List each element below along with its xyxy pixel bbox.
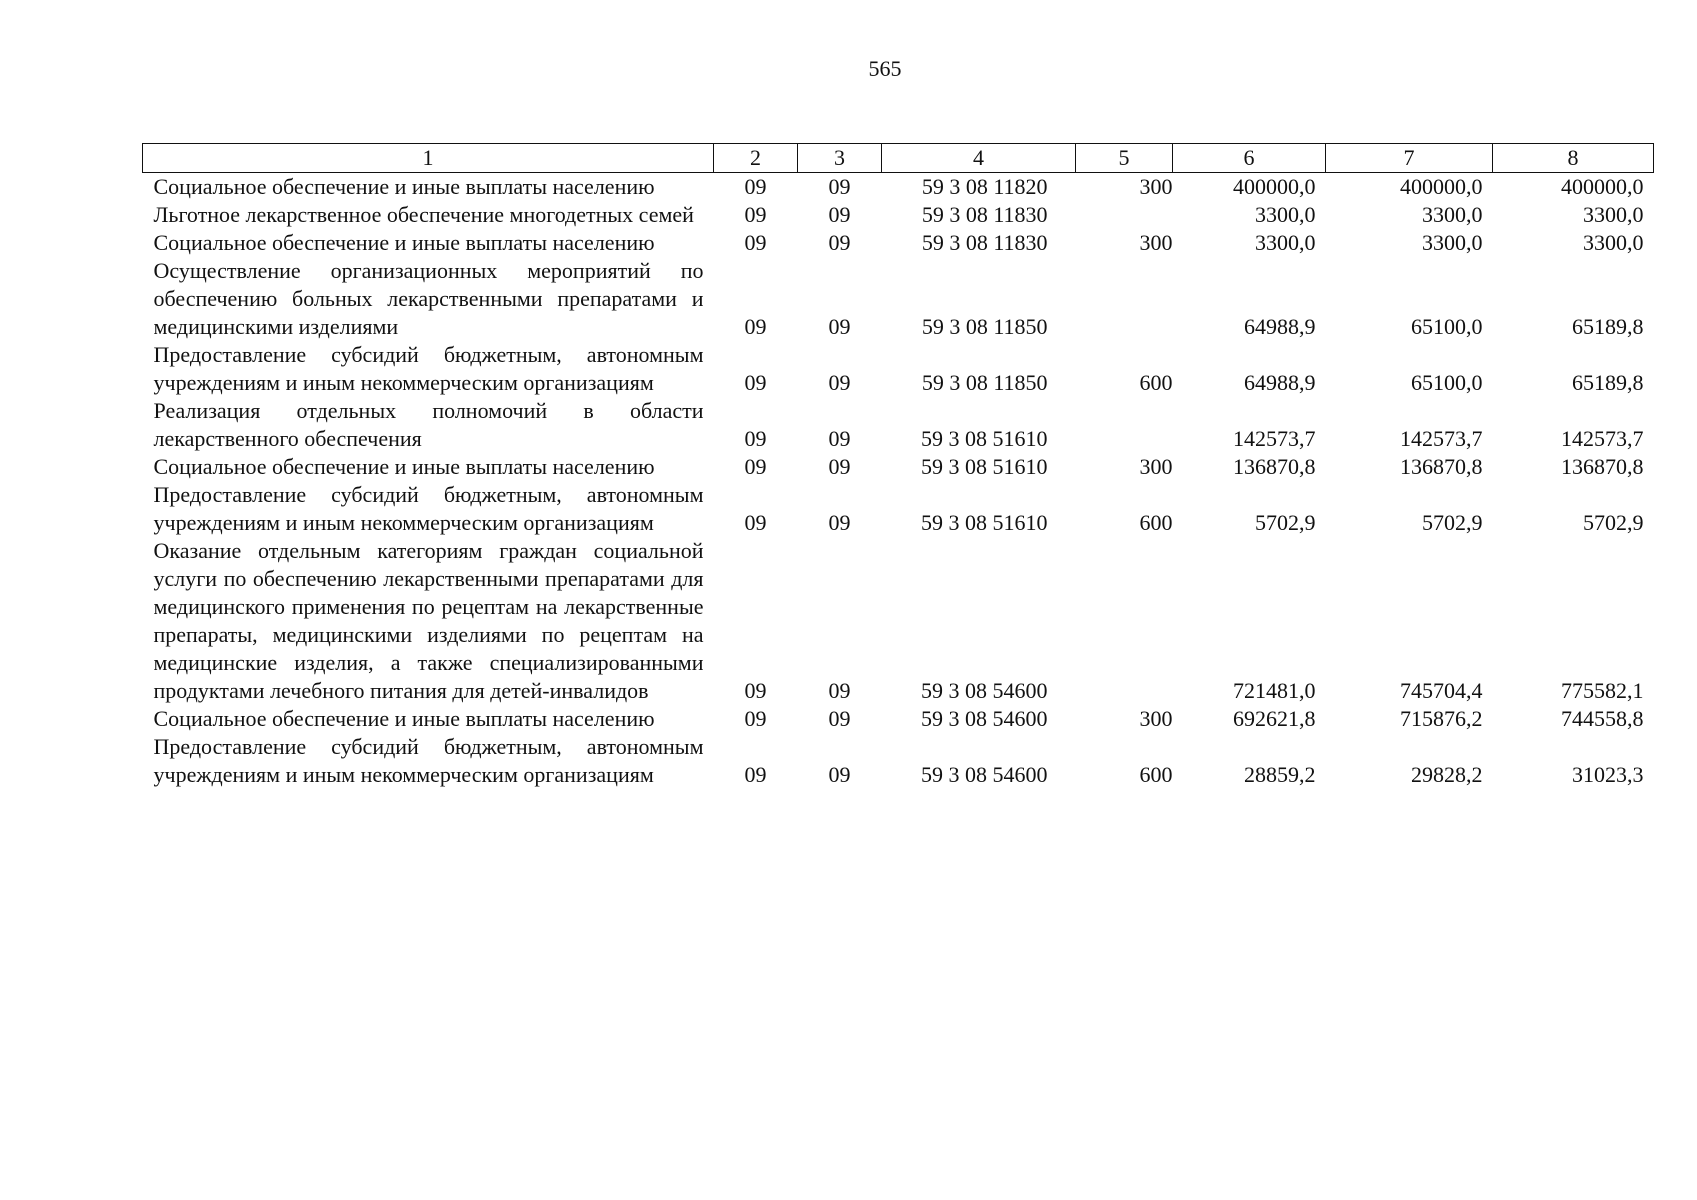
section-code-cell: 09: [744, 314, 767, 339]
amount-col6-cell: 136870,8: [1233, 454, 1316, 479]
subsection-code-cell: 09: [828, 230, 851, 255]
table-body: [143, 173, 1654, 790]
row-name-cell: Социальное обеспечение и иные выплаты населению: [153, 174, 655, 199]
expense-type-code-cell: [1076, 537, 1173, 705]
row-name-cell: Предоставление субсидий бюджетным, автономным учреждениям и иным некоммерческим организациям: [153, 482, 704, 535]
expense-type-code-cell: 300: [1139, 230, 1173, 255]
section-code-cell: 09: [744, 678, 767, 703]
column-header: 6: [1173, 144, 1326, 173]
column-header: 1: [143, 144, 714, 173]
amount-col7-cell: 142573,7: [1400, 426, 1483, 451]
row-name-cell: Реализация отдельных полномочий в области лекарственного обеспечения: [153, 398, 704, 451]
row-name-cell: Оказание отдельным категориям граждан социальной услуги по обеспечению лекарственными препаратами для медицинского применения по рецептам на лекарственные препараты, медицинскими изделиями по рецептам на медицинские изделия, а также специализированными продуктами лечебного питания для детей-инвалидов: [153, 538, 704, 703]
column-header: 8: [1493, 144, 1654, 173]
column-header: 4: [882, 144, 1076, 173]
table-row: [143, 453, 1654, 481]
table-row: [143, 201, 1654, 229]
table-row: [143, 481, 1654, 537]
amount-col8-cell: 65189,8: [1572, 314, 1644, 339]
subsection-code-cell: 09: [828, 370, 851, 395]
target-article-code-cell: 59 3 08 54600: [921, 762, 1048, 787]
target-article-code-cell: 59 3 08 54600: [921, 706, 1048, 731]
amount-col7-cell: 3300,0: [1422, 202, 1483, 227]
amount-col8-cell: 65189,8: [1572, 370, 1644, 395]
subsection-code-cell: 09: [828, 678, 851, 703]
subsection-code-cell: 09: [828, 426, 851, 451]
row-name-cell: Социальное обеспечение и иные выплаты населению: [153, 230, 655, 255]
amount-col6-cell: 64988,9: [1244, 314, 1316, 339]
row-name-cell: Социальное обеспечение и иные выплаты населению: [153, 454, 655, 479]
amount-col8-cell: 3300,0: [1583, 202, 1644, 227]
row-name-cell: Осуществление организационных мероприятий по обеспечению больных лекарственными препаратами и медицинскими изделиями: [153, 258, 704, 339]
amount-col8-cell: 5702,9: [1583, 510, 1644, 535]
subsection-code-cell: 09: [828, 510, 851, 535]
amount-col6-cell: 692621,8: [1233, 706, 1316, 731]
expense-type-code-cell: 300: [1139, 454, 1173, 479]
table-row: [143, 257, 1654, 341]
section-code-cell: 09: [744, 370, 767, 395]
amount-col7-cell: 65100,0: [1411, 370, 1483, 395]
subsection-code-cell: 09: [828, 762, 851, 787]
expense-type-code-cell: 600: [1139, 510, 1173, 535]
target-article-code-cell: 59 3 08 51610: [921, 454, 1048, 479]
budget-table: [142, 143, 1654, 789]
target-article-code-cell: 59 3 08 11830: [921, 230, 1048, 255]
amount-col8-cell: 400000,0: [1561, 174, 1644, 199]
amount-col6-cell: 721481,0: [1233, 678, 1316, 703]
target-article-code-cell: 59 3 08 11850: [921, 314, 1048, 339]
table-row: [143, 341, 1654, 397]
section-code-cell: 09: [744, 202, 767, 227]
table-row: [143, 733, 1654, 789]
row-name-cell: Предоставление субсидий бюджетным, автономным учреждениям и иным некоммерческим организациям: [153, 342, 704, 395]
amount-col6-cell: 400000,0: [1233, 174, 1316, 199]
table-row: [143, 537, 1654, 705]
amount-col7-cell: 3300,0: [1422, 230, 1483, 255]
section-code-cell: 09: [744, 230, 767, 255]
section-code-cell: 09: [744, 174, 767, 199]
amount-col8-cell: 31023,3: [1572, 762, 1644, 787]
expense-type-code-cell: 300: [1139, 174, 1173, 199]
target-article-code-cell: 59 3 08 51610: [921, 510, 1048, 535]
amount-col8-cell: 775582,1: [1561, 678, 1644, 703]
section-code-cell: 09: [744, 510, 767, 535]
amount-col6-cell: 3300,0: [1255, 230, 1316, 255]
table-row: [143, 705, 1654, 733]
amount-col8-cell: 142573,7: [1561, 426, 1644, 451]
target-article-code-cell: 59 3 08 11820: [921, 174, 1048, 199]
row-name-cell: Социальное обеспечение и иные выплаты населению: [153, 706, 655, 731]
subsection-code-cell: 09: [828, 174, 851, 199]
column-header: 7: [1326, 144, 1493, 173]
amount-col7-cell: 29828,2: [1411, 762, 1483, 787]
amount-col7-cell: 400000,0: [1400, 174, 1483, 199]
amount-col7-cell: 65100,0: [1411, 314, 1483, 339]
amount-col7-cell: 745704,4: [1400, 678, 1483, 703]
table-row: [143, 229, 1654, 257]
table-row: [143, 173, 1654, 202]
column-header: 2: [714, 144, 798, 173]
amount-col6-cell: 3300,0: [1255, 202, 1316, 227]
target-article-code-cell: 59 3 08 11830: [921, 202, 1048, 227]
amount-col7-cell: 715876,2: [1400, 706, 1483, 731]
subsection-code-cell: 09: [828, 454, 851, 479]
amount-col8-cell: 3300,0: [1583, 230, 1644, 255]
expense-type-code-cell: [1076, 397, 1173, 453]
expense-type-code-cell: 600: [1139, 762, 1173, 787]
subsection-code-cell: 09: [828, 706, 851, 731]
table-header-row: [143, 144, 1654, 173]
row-name-cell: Льготное лекарственное обеспечение многодетных семей: [153, 202, 694, 227]
amount-col7-cell: 136870,8: [1400, 454, 1483, 479]
section-code-cell: 09: [744, 706, 767, 731]
amount-col8-cell: 744558,8: [1561, 706, 1644, 731]
subsection-code-cell: 09: [828, 314, 851, 339]
page-number: 565: [868, 56, 902, 81]
amount-col7-cell: 5702,9: [1422, 510, 1483, 535]
amount-col6-cell: 5702,9: [1255, 510, 1316, 535]
column-header: 3: [798, 144, 882, 173]
target-article-code-cell: 59 3 08 51610: [921, 426, 1048, 451]
subsection-code-cell: 09: [828, 202, 851, 227]
section-code-cell: 09: [744, 762, 767, 787]
amount-col6-cell: 142573,7: [1233, 426, 1316, 451]
expense-type-code-cell: [1076, 201, 1173, 229]
row-name-cell: Предоставление субсидий бюджетным, автономным учреждениям и иным некоммерческим организациям: [153, 734, 704, 787]
amount-col6-cell: 64988,9: [1244, 370, 1316, 395]
expense-type-code-cell: 300: [1139, 706, 1173, 731]
section-code-cell: 09: [744, 454, 767, 479]
amount-col6-cell: 28859,2: [1244, 762, 1316, 787]
column-header: 5: [1076, 144, 1173, 173]
table-row: [143, 397, 1654, 453]
target-article-code-cell: 59 3 08 11850: [921, 370, 1048, 395]
expense-type-code-cell: 600: [1139, 370, 1173, 395]
section-code-cell: 09: [744, 426, 767, 451]
target-article-code-cell: 59 3 08 54600: [921, 678, 1048, 703]
expense-type-code-cell: [1076, 257, 1173, 341]
amount-col8-cell: 136870,8: [1561, 454, 1644, 479]
